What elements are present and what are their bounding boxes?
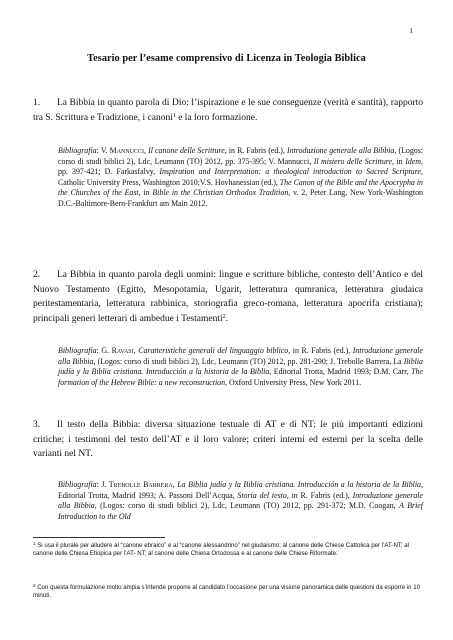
work-title: Inspiration and Interpretation: a theological introduction to Sacred Scripture [159,167,422,177]
section-text: La Bibbia in quanto parola di Dio: l’ispirazione e le sue conseguenze (verità e santità), rapporto tra S. Scrittura e Tradizione, i canoni [33,98,423,123]
author: V. Mannucci, [100,146,146,155]
citation-text: , (Logos: corso di studi biblici 2), Ldc, Leumann (TO) 2012, pp. 281-290; J. Trebolle Barrera, La [93,356,402,366]
work-title: Idem [405,156,422,166]
footnote-2 [33,584,423,600]
citation-text: , in [138,188,150,198]
bibliography-1: Bibliografia: V. Mannucci, Il canone delle Scritture, in R. Fabris (ed.), Introduzione generale alla Bibbia, (Logos: corso di studi biblici 2), Ldc, Leumann (TO) 2012, pp. 375-395; V. Mannucci, Il mistero delle Scritture, in Idem, pp. 397-421; D. Farkasfalvy, Inspiration and Interpretation: a theological introduction to Sacred Scripture, Catholic University Press, Washington 2010;V.S. Hovhanessian (ed.), The Canon of the Bible and the Apocrypha in the Churches of the East, in Bible in the Christian Orthodox Tradition, v. 2, Peter Lang, New York-Washington D.C.-Baltimore-Bern-Frankfurt am Main 2012. [58,146,424,208]
work-title: The Canon of the Bible and the Apocrypha in the Churches of the East [58,177,423,198]
work-title: La Biblia judía y la Biblia cristiana. Introducción a la historia de la Biblia [177,480,422,489]
section-number: 2. [33,270,41,280]
footnote-ref[interactable]: 2 [222,313,226,320]
bibliography-3: Bibliografia: J. Trebolle Barrera, La Biblia judía y la Biblia cristiana. Introducción a la historia de la Biblia, Editorial Trotta, Madrid 1993; A. Passoni Dell’Acqua, Storia del testo, in R. Fabris (ed.), Introduzione generale alla Bibbia, (Logos: corso di studi biblici 2), Ldc, Leumann (TO) 2012, pp. 291-372; M.D. Coogan, A Brief Introduction to the Old [58,480,424,521]
bibliography-label: Bibliografia [58,146,97,155]
page-number: 1 [409,26,413,35]
section-2 [33,268,423,326]
citation-text: , Oxford University Press, New York 2011. [225,377,362,387]
section-text: Il testo della Bibbia: diversa situazione testuale di AT e di NT; le più importanti edizioni critiche; i testimoni del testo dell’AT e il loro valore; criteri interni ed esterni per la scelta delle varianti nel NT. [33,420,423,460]
bibliography-label: Bibliografia [58,346,97,355]
section-1 [33,96,423,125]
work-title: Introduzione generale alla Bibbia [287,146,395,155]
section-3 [33,418,423,462]
section-number: 1. [33,98,41,108]
footnote-divider [33,537,165,538]
footnote-number: 2 [33,583,36,588]
footnote-1 [33,542,423,558]
citation-text: , Editorial Trotta, Madrid 1993; D.M. Carr, [269,367,409,377]
author: G. Ravasi, [101,346,136,355]
section-number: 3. [33,420,41,430]
work-title: Introduzione generale alla Bibbia [58,490,424,511]
citation-text: , in [392,156,403,166]
citation-text: , pp. 397-421; D. Farkasfalvy, [58,156,423,177]
citation-text: , in R. Fabris (ed.), [286,490,350,500]
citation-text: , (Logos: corso di studi biblici 2), Ldc, Leumann (TO) 2012, pp. 375-395; V. Mannucci, [58,146,423,166]
bibliography-label: Bibliografia [58,480,97,489]
work-title: Caratteristiche generali del linguaggio biblico [138,346,289,355]
section-text: La Bibbia in quanto parola degli uomini: lingue e scritture bibliche, contesto dell’Antico e del Nuovo Testamento (Egitto, Mesopotamia, Ugarit, letteratura qumranica, letteratura giudaica peritestamentaria, letteratura rabbinica, storiografia greco-romana, letteratura apocrifa cristiana); principali generi letterari di ambedue i Testamenti [33,270,423,324]
citation-text: , Editorial Trotta, Madrid 1993; A. Passoni Dell’Acqua, [58,480,423,500]
work-title: Il canone delle Scritture [148,146,225,155]
section-text-end: e la loro formazione. [175,112,258,123]
footnote-ref[interactable]: 1 [172,112,176,119]
bibliography-2: Bibliografia: G. Ravasi, Caratteristiche generali del linguaggio biblico, in R. Fabris (ed.), Introduzione generale alla Bibbia, (Logos: corso di studi biblici 2), Ldc, Leumann (TO) 2012, pp. 281-290; J. Trebolle Barrera, La Biblia judía y la Biblia cristiana. Introducción a la historia de la Biblia, Editorial Trotta, Madrid 1993; D.M. Carr, The formation of the Hebrew Bible: a new reconstruction, Oxford University Press, New York 2011. [58,346,423,387]
citation-text: , in R. Fabris (ed.), [224,146,285,155]
work-title: A Brief Introduction to the Old [58,501,423,521]
work-title: Introduzione generale alla Bibbia [58,346,423,366]
citation-text: , (Logos: corso di studi biblici 2), Ldc, Leumann (TO) 2012, pp. 291-372; M.D. Coogan, [94,501,396,511]
footnote-text: Con questa formulazione molto ampia s’intende proporre al candidato l’occasione per una visione panoramica delle questioni da esporre in 10 minuti. [33,584,421,600]
section-text-end: . [225,313,228,324]
work-title: The formation of the Hebrew Bible: a new reconstruction [58,367,423,387]
work-title: Bible in the Christian Orthodox Tradition [152,188,289,198]
citation-text: , v. 2, Peter Lang, New York-Washington D.C.-Baltimore-Bern-Frankfurt am Main 2012. [58,188,423,208]
work-title: Storia del testo [237,490,287,500]
page-title: Tesario per l’esame comprensivo di Licenza in Teologia Biblica [87,53,366,64]
work-title: Il mistero delle Scritture [313,156,393,166]
citation-text: , Catholic University Press, Washington 2010;V.S. Hovhanessian (ed.), [58,167,424,187]
footnote-number: 1 [33,541,36,546]
citation-text: , in R. Fabris (ed.), [288,346,351,355]
work-title: Biblia judía y la Biblia cristiana. Introducción a la historia de la Biblia [58,356,423,377]
footnote-text: Si usa il plurale per alludere al “canone ebraico” e al “canone alessandrino” nel giudaismo; al canone delle Chiese Cattolica per l’AT-NT; al canone delle Chiesa Etiopica per l’AT- NT; al canone delle Chiesa Ortodossa e al canone delle Chiese Riformate. [33,542,410,558]
author: J. Trebolle Barrera, [101,480,175,489]
